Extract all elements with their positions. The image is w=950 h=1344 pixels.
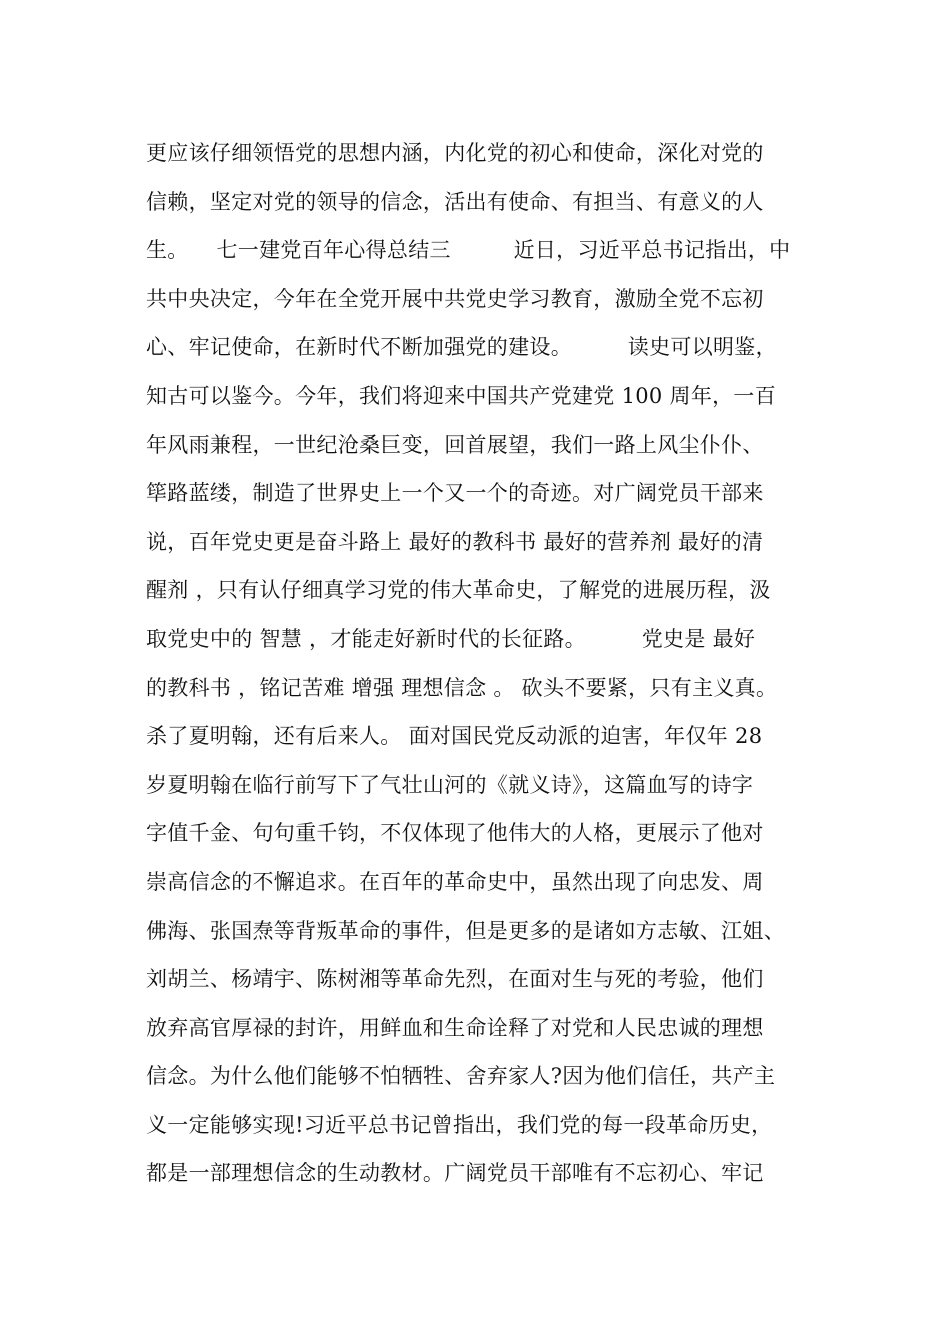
text-line: 杀了夏明翰，还有后来人。 面对国民党反动派的迫害，年仅年 28 xyxy=(146,724,763,749)
text-line: 的教科书 ，铭记苦难 增强 理想信念 。 砍头不要紧，只有主义真。 xyxy=(146,675,778,700)
text-line: 筚路蓝缕，制造了世界史上一个又一个的奇迹。对广阔党员干部来 xyxy=(146,481,764,506)
text-line: 刘胡兰、杨靖宇、陈树湘等革命先烈，在面对生与死的考验，他们 xyxy=(146,967,764,992)
body-text xyxy=(146,129,846,1198)
text-line: 知古可以鉴今。今年，我们将迎来中国共产党建党 100 周年，一百 xyxy=(146,383,777,408)
text-line: 年风雨兼程，一世纪沧桑巨变，回首展望，我们一路上风尘仆仆、 xyxy=(146,432,764,457)
text-line: 岁夏明翰在临行前写下了气壮山河的《就义诗》，这篇血写的诗字 xyxy=(146,772,754,797)
text-line: 信念。为什么他们能够不怕牺牲、舍弃家人?因为他们信任，共产主 xyxy=(146,1064,776,1089)
text-line: 心、牢记使命，在新时代不断加强党的建设。 读史可以明鉴， xyxy=(146,335,777,360)
text-line: 字值千金、句句重千钧，不仅体现了他伟大的人格，更展示了他对 xyxy=(146,821,764,846)
text-line: 共中央决定，今年在全党开展中共党史学习教育，激励全党不忘初 xyxy=(146,286,764,311)
text-line: 佛海、张国焘等背叛革命的事件，但是更多的是诸如方志敏、江姐、 xyxy=(146,918,785,943)
text-line: 放弃高官厚禄的封许，用鲜血和生命诠释了对党和人民忠诚的理想 xyxy=(146,1015,764,1040)
text-line: 说，百年党史更是奋斗路上 最好的教科书 最好的营养剂 最好的清 xyxy=(146,529,764,554)
text-line: 都是一部理想信念的生动教材。广阔党员干部唯有不忘初心、牢记 xyxy=(146,1161,764,1186)
text-line: 崇高信念的不懈追求。在百年的革命史中，虽然出现了向忠发、周 xyxy=(146,869,764,894)
text-line: 生。 七一建党百年心得总结三 近日，习近平总书记指出，中 xyxy=(146,238,791,263)
text-line: 信赖，坚定对党的领导的信念，活出有使命、有担当、有意义的人 xyxy=(146,189,764,214)
text-line: 更应该仔细领悟党的思想内涵，内化党的初心和使命，深化对党的 xyxy=(146,141,764,165)
text-line: 醒剂 ，只有认仔细真学习党的伟大革命史，了解党的进展历程，汲 xyxy=(146,578,771,603)
text-line: 义一定能够实现!习近平总书记曾指出，我们党的每一段革命历史， xyxy=(146,1112,773,1137)
text-line: 取党史中的 智慧 ，才能走好新时代的长征路。 党史是 最好 xyxy=(146,626,756,651)
